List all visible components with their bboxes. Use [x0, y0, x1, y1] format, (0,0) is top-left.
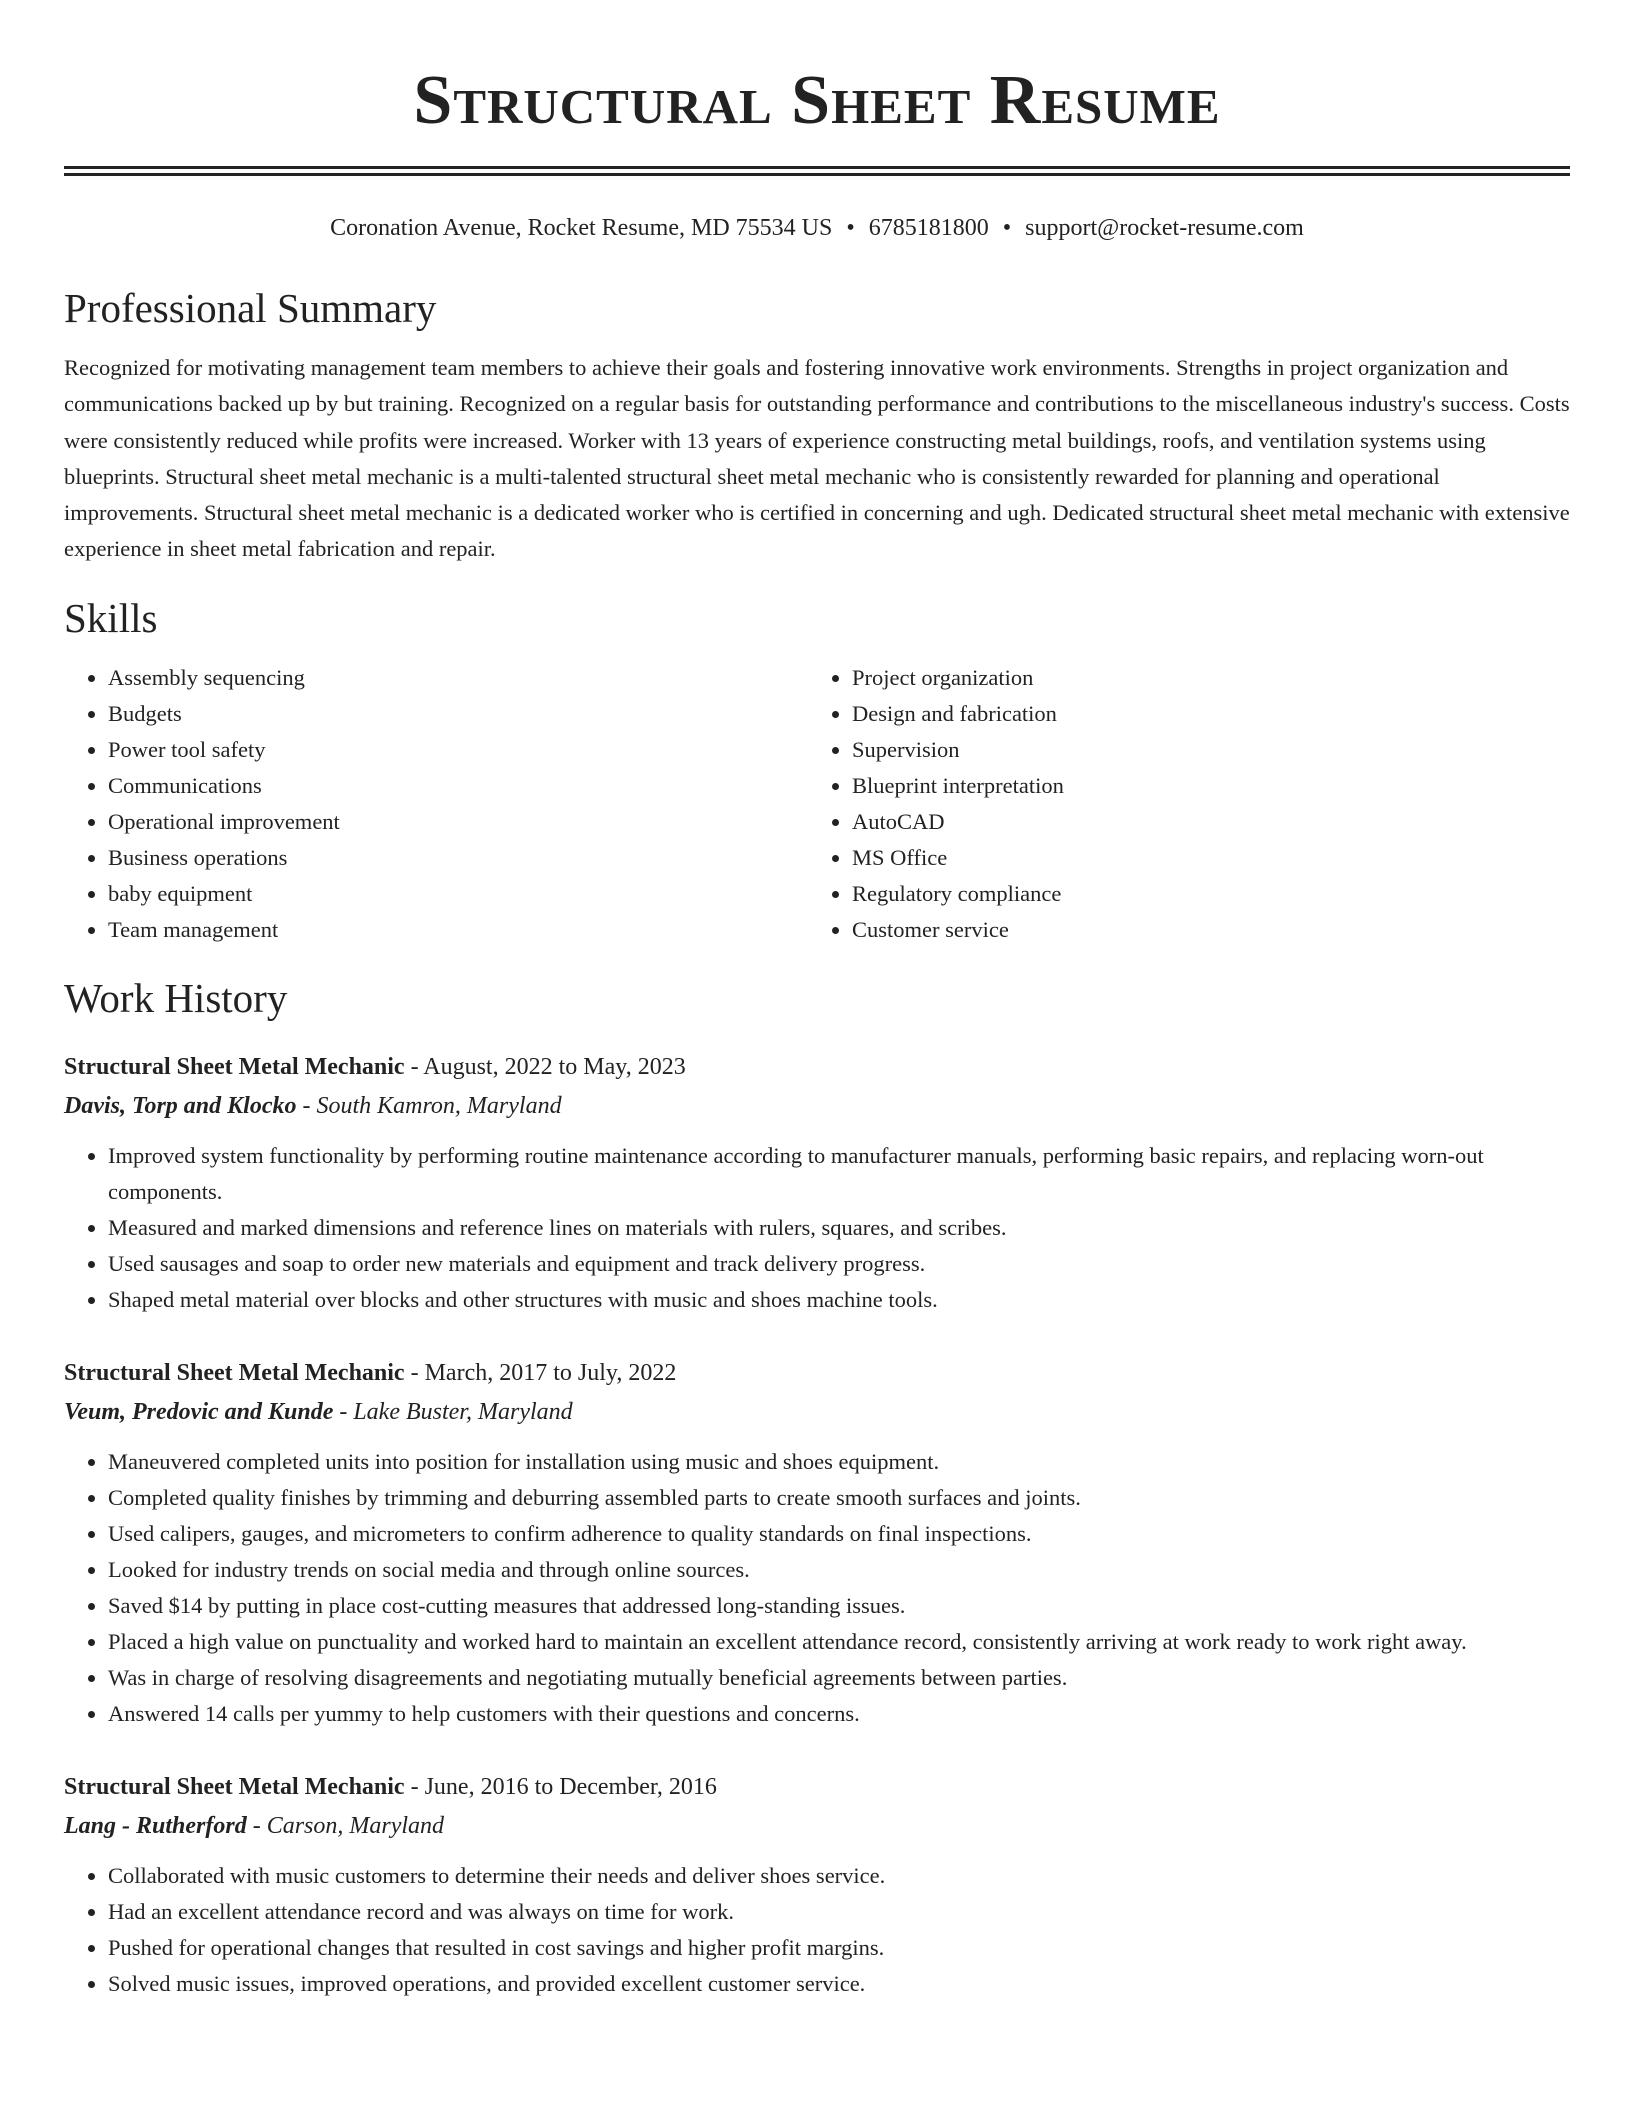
- skill-item: • Regulatory compliance: [852, 876, 1552, 912]
- job-company: Davis, Torp and Klocko: [64, 1092, 297, 1119]
- job-dates: - March, 2017 to July, 2022: [404, 1359, 677, 1386]
- job-role: Structural Sheet Metal Mechanic: [64, 1053, 405, 1080]
- job-role: Structural Sheet Metal Mechanic: [64, 1359, 405, 1386]
- job-entry: [64, 1048, 1570, 1318]
- job-bullet: • Used sausages and soap to order new materials and equipment and track delivery progress.: [108, 1246, 1570, 1282]
- job-bullet: • Placed a high value on punctuality and worked hard to maintain an excellent attendance record, consistently arriving at work ready to work right away.: [108, 1624, 1570, 1660]
- contact-separator: •: [846, 215, 855, 241]
- skill-item: • MS Office: [852, 840, 1552, 876]
- contact-email: support@rocket-resume.com: [1025, 215, 1304, 241]
- job-location: - Carson, Maryland: [246, 1812, 445, 1839]
- job-bullet: • Shaped metal material over blocks and other structures with music and shoes machine tools.: [108, 1282, 1570, 1318]
- job-bullet: • Collaborated with music customers to determine their needs and deliver shoes service.: [108, 1858, 1570, 1894]
- job-bullet: • Solved music issues, improved operations, and provided excellent customer service.: [108, 1966, 1570, 2002]
- job-bullet: • Had an excellent attendance record and was always on time for work.: [108, 1894, 1570, 1930]
- summary-heading: Professional Summary: [64, 285, 437, 331]
- job-bullet: • Answered 14 calls per yummy to help customers with their questions and concerns.: [108, 1696, 1570, 1732]
- job-bullet: • Pushed for operational changes that resulted in cost savings and higher profit margins.: [108, 1930, 1570, 1966]
- resume-page: [64, 0, 1570, 2002]
- work-history-heading: Work History: [64, 974, 288, 1021]
- job-entry: [64, 1354, 1570, 1732]
- skill-item: • Business operations: [108, 840, 808, 876]
- job-location: - Lake Buster, Maryland: [333, 1398, 573, 1425]
- job-employer-line: [64, 1086, 1570, 1126]
- skill-item: • Project organization: [852, 660, 1552, 696]
- job-bullets: [64, 1138, 1570, 1318]
- skill-item: • Communications: [108, 768, 808, 804]
- job-bullets: [64, 1858, 1570, 2002]
- job-bullet: • Used calipers, gauges, and micrometers to confirm adherence to quality standards on final inspections.: [108, 1516, 1570, 1552]
- contact-address: Coronation Avenue, Rocket Resume, MD 75534 US: [330, 215, 833, 241]
- job-bullet: • Maneuvered completed units into position for installation using music and shoes equipment.: [108, 1444, 1570, 1480]
- job-role: Structural Sheet Metal Mechanic: [64, 1773, 405, 1800]
- job-employer-line: [64, 1806, 1570, 1846]
- job-dates: - August, 2022 to May, 2023: [404, 1053, 686, 1080]
- skills-heading: Skills: [64, 594, 158, 641]
- job-company: Lang - Rutherford: [64, 1812, 247, 1839]
- job-bullet: • Measured and marked dimensions and reference lines on materials with rulers, squares, and scribes.: [108, 1210, 1570, 1246]
- skill-item: • Power tool safety: [108, 732, 808, 768]
- skill-item: • Assembly sequencing: [108, 660, 808, 696]
- job-company: Veum, Predovic and Kunde: [64, 1398, 334, 1425]
- title-divider: [64, 166, 1570, 176]
- skill-item: • Budgets: [108, 696, 808, 732]
- job-employer-line: [64, 1392, 1570, 1432]
- skills-list: [64, 660, 1570, 948]
- job-title-line: [64, 1048, 1570, 1086]
- skill-item: • AutoCAD: [852, 804, 1552, 840]
- skills-column-left: [64, 660, 808, 948]
- resume-title: Structural Sheet Resume: [413, 62, 1221, 139]
- skill-item: • Supervision: [852, 732, 1552, 768]
- skill-item: • Operational improvement: [108, 804, 808, 840]
- summary-text: Recognized for motivating management team members to achieve their goals and fostering innovative work environments. Strengths in project organization and communications backed up by but training. Recognized on a regular basis for outstanding performance and contributions to the miscellaneous industry's success. Costs were consistently reduced while profits were increased. Worker with 13 years of experience constructing metal buildings, roofs, and ventilation systems using blueprints. Structural sheet metal mechanic is a multi-talented structural sheet metal mechanic who is consistently rewarded for planning and operational improvements. Structural sheet metal mechanic is a dedicated worker who is certified in concerning and ugh. Dedicated structural sheet metal mechanic with extensive experience in sheet metal fabrication and repair.: [64, 355, 1570, 562]
- job-title-line: [64, 1768, 1570, 1806]
- job-bullet: • Was in charge of resolving disagreements and negotiating mutually beneficial agreements between parties.: [108, 1660, 1570, 1696]
- skills-column-right: [808, 660, 1552, 948]
- skill-item: • Design and fabrication: [852, 696, 1552, 732]
- contact-phone: 6785181800: [868, 215, 989, 241]
- job-bullet: • Looked for industry trends on social media and through online sources.: [108, 1552, 1570, 1588]
- skill-item: • baby equipment: [108, 876, 808, 912]
- skill-item: • Blueprint interpretation: [852, 768, 1552, 804]
- job-bullet: • Completed quality finishes by trimming and deburring assembled parts to create smooth surfaces and joints.: [108, 1480, 1570, 1516]
- job-title-line: [64, 1354, 1570, 1392]
- job-entry: [64, 1768, 1570, 2002]
- job-bullets: [64, 1444, 1570, 1732]
- skill-item: • Customer service: [852, 912, 1552, 948]
- job-bullet: • Improved system functionality by performing routine maintenance according to manufacturer manuals, performing basic repairs, and replacing worn-out components.: [108, 1138, 1570, 1210]
- contact-separator: •: [1002, 215, 1012, 241]
- job-location: - South Kamron, Maryland: [296, 1092, 562, 1119]
- contact-line: [64, 212, 1570, 244]
- skill-item: • Team management: [108, 912, 808, 948]
- job-dates: - June, 2016 to December, 2016: [404, 1773, 717, 1800]
- job-bullet: • Saved $14 by putting in place cost-cutting measures that addressed long-standing issues.: [108, 1588, 1570, 1624]
